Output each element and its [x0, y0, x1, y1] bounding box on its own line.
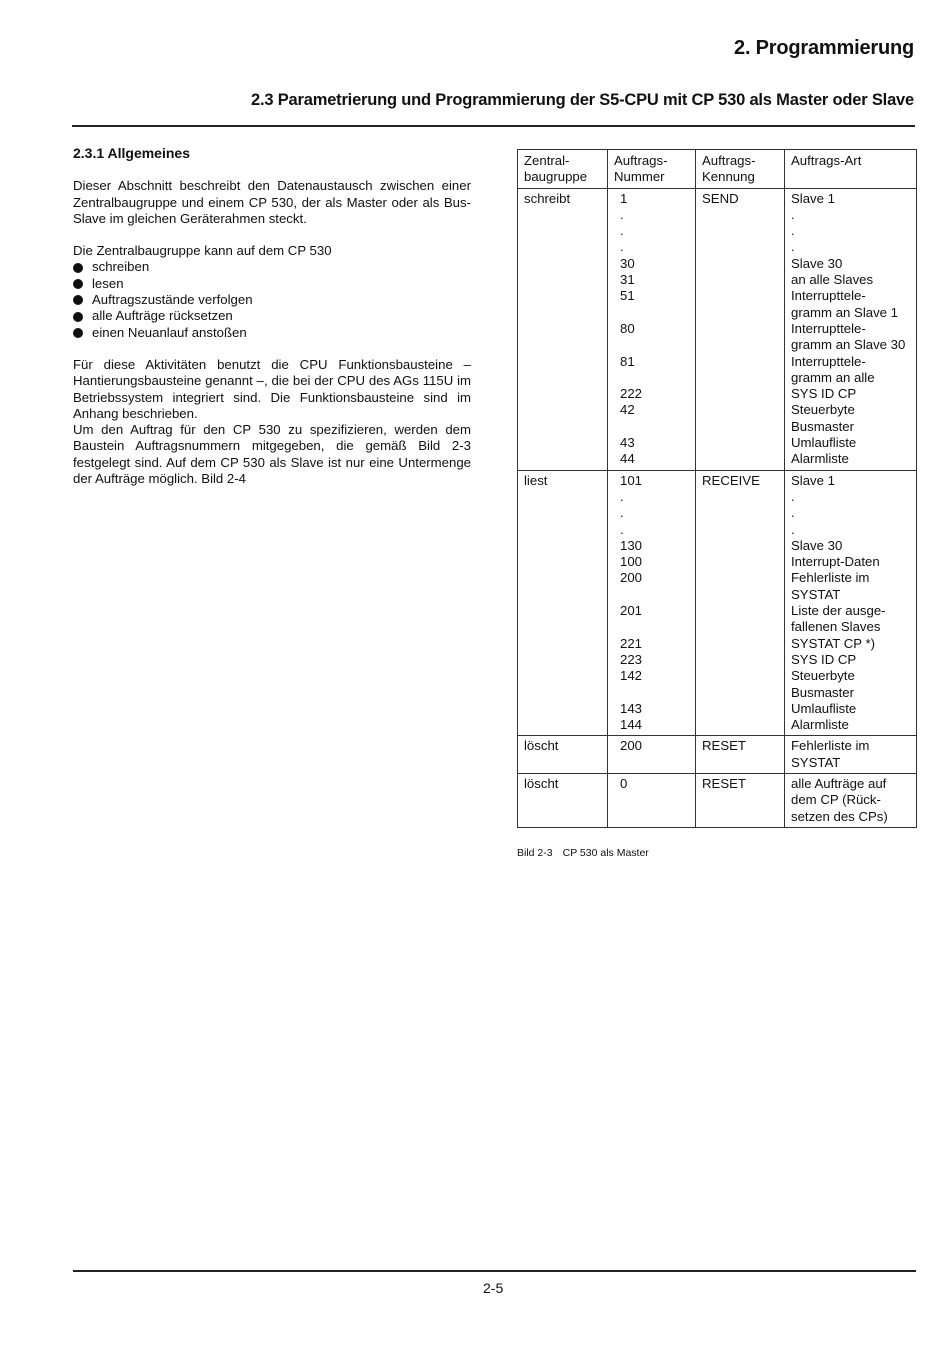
cell-line: . — [791, 521, 795, 537]
cell-auftragsnummer — [608, 188, 696, 470]
subsection-title: 2.3.1 Allgemeines — [73, 145, 190, 161]
cell-line: . — [791, 223, 795, 239]
cell-line: 144 — [620, 717, 643, 733]
cell-zentralbaugruppe — [518, 188, 608, 470]
cell-line: Slave 30 — [791, 255, 843, 271]
bullet-icon — [73, 263, 83, 273]
cell-auftragskennung — [696, 773, 785, 827]
cell-line: SYSTAT — [791, 586, 841, 602]
cell-line: 44 — [620, 451, 635, 467]
cell-line: Alarmliste — [791, 717, 849, 733]
cell-line: an alle Slaves — [791, 272, 874, 288]
list-item: schreiben — [73, 259, 471, 275]
cell-line: . — [620, 505, 624, 521]
cell-line: Slave 1 — [791, 472, 835, 488]
cell-line — [614, 685, 692, 701]
cell-line: 221 — [620, 635, 643, 651]
cell-line: 0 — [620, 775, 628, 791]
job-number-paragraph: Um den Auftrag für den CP 530 zu spezifizieren, werden dem Baustein Auftragsnummern mitgegeben, die gemäß Bild 2-3 festgelegt sind. Auf dem CP 530 als Slave ist nur eine Untermenge der Aufträge möglich. Bild 2-4 — [73, 422, 471, 487]
cell-line: SYS ID CP — [791, 386, 857, 402]
cell-line: fallenen Slaves — [791, 619, 881, 635]
cell-line: Fehlerliste im — [791, 570, 870, 586]
cell-line: Steuerbyte — [791, 668, 855, 684]
cell-auftragskennung — [696, 188, 785, 470]
cell-line — [614, 305, 692, 321]
bullet-icon — [73, 295, 83, 305]
table-row — [518, 736, 917, 774]
cell-auftragsnummer — [608, 773, 696, 827]
table-row — [518, 188, 917, 470]
cell-line — [614, 370, 692, 386]
cell-line: setzen des CPs) — [791, 808, 888, 824]
cell-line: Slave 1 — [791, 190, 835, 206]
chapter-title: 2. Programmierung — [734, 37, 914, 59]
cell-line: 51 — [620, 288, 635, 304]
cell-auftragsart — [785, 470, 917, 736]
cell-zentralbaugruppe — [518, 736, 608, 774]
figure-caption — [517, 847, 649, 859]
list-intro: Die Zentralbaugruppe kann auf dem CP 530 — [73, 243, 332, 259]
cell-line: alle Aufträge auf — [791, 775, 887, 791]
header-auftragskennung: Auftrags- Kennung — [696, 150, 785, 189]
cell-line: gramm an Slave 30 — [791, 337, 906, 353]
bullet-icon — [73, 279, 83, 289]
cell-line: löscht — [524, 738, 559, 754]
cell-line: SEND — [702, 190, 739, 206]
cell-line: RESET — [702, 775, 746, 791]
cell-line: löscht — [524, 775, 559, 791]
cell-line — [614, 337, 692, 353]
cell-auftragskennung — [696, 470, 785, 736]
bullet-icon — [73, 328, 83, 338]
table-row — [518, 470, 917, 736]
cell-line — [614, 619, 692, 635]
cell-line: Alarmliste — [791, 451, 849, 467]
cell-line: . — [620, 521, 624, 537]
cell-line: Umlaufliste — [791, 435, 857, 451]
cell-line: 80 — [620, 320, 635, 336]
cell-line: 142 — [620, 668, 643, 684]
cell-auftragsart — [785, 736, 917, 774]
cell-line: 200 — [620, 738, 643, 754]
cell-line: dem CP (Rück- — [791, 792, 881, 808]
cell-line: Interrupt-Daten — [791, 554, 880, 570]
cell-line: 30 — [620, 255, 635, 271]
caption-text: CP 530 als Master — [562, 847, 649, 859]
table-row — [518, 773, 917, 827]
function-block-paragraph: Für diese Aktivitäten benutzt die CPU Funktionsbausteine – Hantierungsbausteine genannt –, die bei der CPU des AGs 115U im Betriebssystem integriert sind. Die Funktionsbausteine sind im Anhang beschrieben. — [73, 356, 471, 421]
cell-line: RECEIVE — [702, 472, 760, 488]
header-auftragsart: Auftrags-Art — [785, 150, 917, 189]
cell-line: 81 — [620, 353, 635, 369]
caption-number: Bild 2-3 — [517, 847, 553, 859]
cell-line: . — [620, 206, 624, 222]
job-table-wrap — [517, 149, 916, 828]
cell-line: gramm an Slave 1 — [791, 304, 899, 320]
job-table — [517, 149, 917, 828]
header-auftragsnummer: Auftrags- Nummer — [608, 150, 696, 189]
cell-line — [614, 587, 692, 603]
header-zentralbaugruppe: Zentral- baugruppe — [518, 150, 608, 189]
cell-line: . — [791, 488, 795, 504]
cell-line: 222 — [620, 386, 643, 402]
cell-line: . — [791, 239, 795, 255]
cell-line: Umlaufliste — [791, 700, 857, 716]
bottom-rule — [73, 1270, 916, 1272]
cell-line: Fehlerliste im — [791, 738, 870, 754]
cell-line: . — [620, 239, 624, 255]
cell-line: 100 — [620, 554, 643, 570]
cell-line: Liste der ausge- — [791, 603, 886, 619]
cell-line: 42 — [620, 402, 635, 418]
cell-line: 31 — [620, 272, 635, 288]
cell-line: . — [791, 505, 795, 521]
cell-line: . — [620, 488, 624, 504]
cell-line: 200 — [620, 570, 643, 586]
cell-zentralbaugruppe — [518, 773, 608, 827]
top-rule — [72, 125, 915, 127]
cell-line: Interrupttele- — [791, 353, 866, 369]
cell-auftragsnummer — [608, 470, 696, 736]
cell-line: SYSTAT — [791, 754, 841, 770]
cell-line: Busmaster — [791, 418, 855, 434]
cell-line — [614, 419, 692, 435]
page-number: 2-5 — [483, 1280, 504, 1296]
cell-line: Steuerbyte — [791, 402, 855, 418]
cell-line: RESET — [702, 738, 746, 754]
cell-line: 223 — [620, 651, 643, 667]
cell-auftragsart — [785, 188, 917, 470]
cell-line: Interrupttele- — [791, 288, 866, 304]
cell-line: 43 — [620, 435, 635, 451]
left-column — [73, 145, 471, 487]
cell-line: Slave 30 — [791, 537, 843, 553]
cell-line: gramm an alle — [791, 369, 875, 385]
list-item: lesen — [73, 276, 471, 292]
cell-auftragskennung — [696, 736, 785, 774]
cell-auftragsnummer — [608, 736, 696, 774]
cell-auftragsart — [785, 773, 917, 827]
cell-line: schreibt — [524, 190, 571, 206]
cell-line: liest — [524, 472, 548, 488]
cell-line: Busmaster — [791, 684, 855, 700]
cell-line: . — [791, 206, 795, 222]
cell-zentralbaugruppe — [518, 470, 608, 736]
list-item: Auftragszustände verfolgen — [73, 292, 471, 308]
intro-paragraph: Dieser Abschnitt beschreibt den Datenaustausch zwischen einer Zentralbaugruppe und einem CP 530, der als Master oder als Bus-Slave im gleichen Geräterahmen steckt. — [73, 178, 471, 226]
cell-line: SYS ID CP — [791, 651, 857, 667]
bullet-list — [73, 259, 471, 340]
cell-line: 1 — [620, 190, 628, 206]
cell-line: 143 — [620, 700, 643, 716]
cell-line: SYSTAT CP *) — [791, 635, 876, 651]
cell-line: 130 — [620, 537, 643, 553]
cell-line: 101 — [620, 472, 643, 488]
table-header-row — [518, 150, 917, 189]
section-title: 2.3 Parametrierung und Programmierung der S5-CPU mit CP 530 als Master oder Slave — [251, 91, 914, 109]
list-item: einen Neuanlauf anstoßen — [73, 325, 471, 341]
cell-line: 201 — [620, 603, 643, 619]
cell-line: . — [620, 223, 624, 239]
cell-line: Interrupttele- — [791, 320, 866, 336]
list-item: alle Aufträge rücksetzen — [73, 308, 471, 324]
bullet-icon — [73, 312, 83, 322]
